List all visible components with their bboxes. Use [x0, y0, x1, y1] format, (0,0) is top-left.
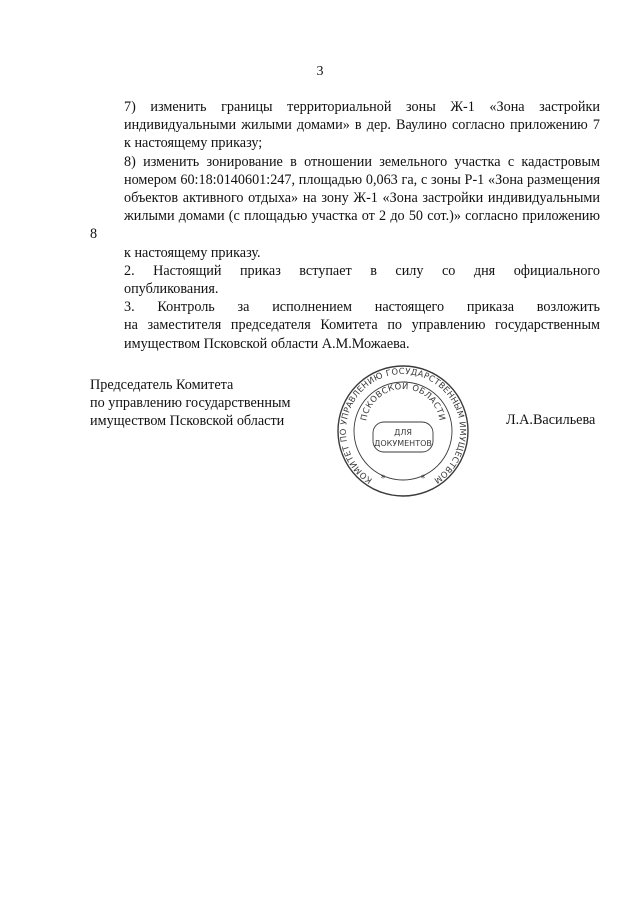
paragraph-item-7	[90, 98, 600, 153]
text-line: на заместителя председателя Комитета по управлению государственным	[124, 317, 600, 334]
text-line: к настоящему приказу;	[124, 135, 263, 152]
signatory-position-line: Председатель Комитета	[90, 377, 234, 393]
signatory-position-line: по управлению государственным	[90, 395, 291, 411]
text-line: к настоящему приказу.	[124, 244, 261, 261]
svg-text:ПСКОВСКОЙ ОБЛАСТИ: ПСКОВСКОЙ ОБЛАСТИ	[358, 380, 448, 422]
svg-text:КОМИТЕТ ПО УПРАВЛЕНИЮ ГОСУДАРС: КОМИТЕТ ПО УПРАВЛЕНИЮ ГОСУДАРСТВЕННЫМ ИМУЩЕСТВОМ	[337, 365, 469, 486]
signatory-position	[90, 376, 290, 430]
signatory-name: Л.А.Васильева	[506, 412, 596, 428]
text-line: индивидуальными жилыми домами» в дер. Ваулино согласно приложению 7	[124, 117, 600, 134]
text-line: 7) изменить границы территориальной зоны Ж-1 «Зона застройки	[124, 99, 600, 115]
text-line: опубликования.	[124, 281, 219, 298]
paragraph-clause-3	[90, 298, 600, 353]
text-line: номером 60:18:0140601:247, площадью 0,063 га, с зоны Р-1 «Зона размещения	[124, 171, 600, 188]
paragraph-item-8	[90, 153, 600, 262]
text-line: 8) изменить зонирование в отношении земельного участка с кадастровым	[124, 153, 600, 170]
text-line: 2. Настоящий приказ вступает в силу со дня официального	[124, 262, 600, 279]
svg-text:ДЛЯ: ДЛЯ	[394, 428, 412, 437]
svg-text:*: *	[420, 474, 426, 484]
signatory-position-line: имуществом Псковской области	[90, 413, 285, 429]
official-seal	[336, 364, 470, 498]
text-line: имуществом Псковской области А.М.Можаева.	[124, 335, 410, 352]
text-line: 3. Контроль за исполнением настоящего приказа возложить	[124, 299, 600, 316]
page-number: 3	[316, 64, 324, 79]
text-line: жилыми домами (с площадью участка от 2 до 50 сот.)» согласно приложению 8	[90, 208, 600, 243]
order-text	[90, 98, 600, 353]
text-line: объектов активного отдыха» на зону Ж-1 «Зона застройки индивидуальными	[124, 190, 600, 207]
svg-text:ДОКУМЕНТОВ: ДОКУМЕНТОВ	[374, 439, 432, 448]
paragraph-clause-2	[90, 262, 600, 298]
svg-text:*: *	[380, 474, 386, 484]
